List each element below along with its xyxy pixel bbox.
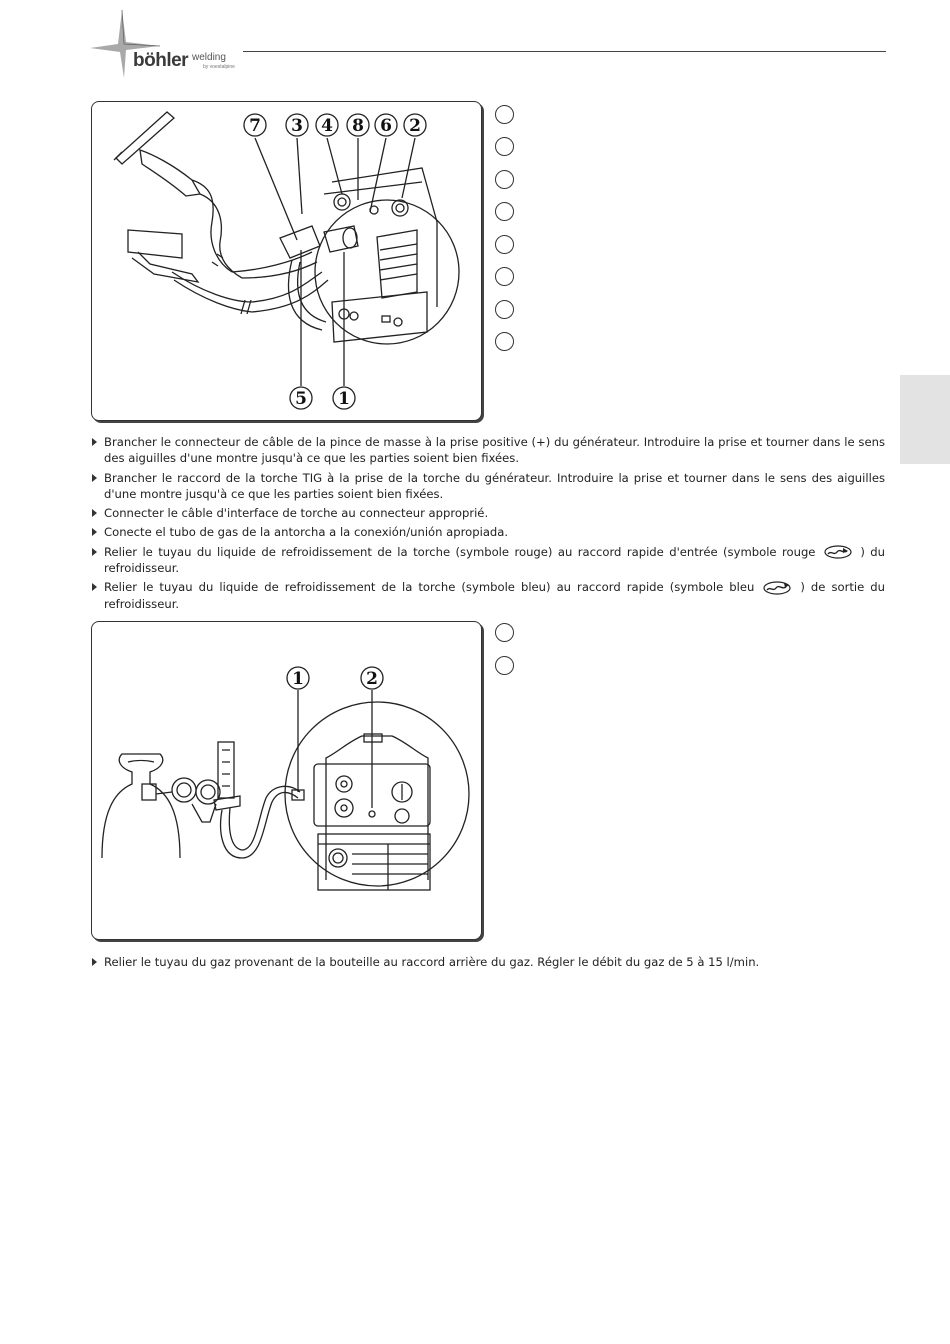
coolant-in-text-after: ) du refroidisseur. [104, 544, 886, 576]
callout-2: 2 [366, 669, 378, 689]
legend-marker-8 [495, 332, 514, 351]
instruction-item: Brancher le connecteur de câble de la pince de masse à la prise positive (+) du générateur. Introduire la prise et tourner dans le sens des aiguilles d'une montre jusqu'à ce que les parties soient bien fixées. [91, 434, 885, 467]
coolant-out-text-before: Relier le tuyau du liquide de refroidissement de la torche (symbole bleu) au raccord rapide (symbole bleu [104, 580, 755, 595]
brand-name: böhler [133, 50, 189, 71]
coolant-in-text-before: Relier le tuyau du liquide de refroidissement de la torche (symbole rouge) au raccord rapide d'entrée (symbole rouge [104, 544, 816, 559]
instruction-item-coolant-in [91, 544, 885, 577]
callout-3: 3 [291, 116, 303, 136]
callout-8: 8 [352, 116, 364, 136]
instruction-item-coolant-out [91, 579, 885, 612]
torch-connection-illustration [92, 102, 481, 420]
legend-marker-1 [495, 623, 514, 642]
instruction-item-gas: Relier le tuyau du gaz provenant de la bouteille au raccord arrière du gaz. Régler le débit du gaz de 5 à 15 l/min. [91, 954, 885, 970]
instruction-item: Brancher le raccord de la torche TIG à la prise de la torche du générateur. Introduire la prise et tourner dans le sens des aiguilles d'une montre jusqu'à ce que les parties soient bien fixées. [91, 470, 885, 503]
legend-marker-3 [495, 170, 514, 189]
callout-7: 7 [249, 116, 261, 136]
legend-marker-6 [495, 267, 514, 286]
figure-gas-connection [91, 621, 482, 940]
legend-marker-5 [495, 235, 514, 254]
coolant-inlet-icon [823, 545, 853, 559]
instructions-list-bottom [91, 954, 885, 973]
figure-torch-connection [91, 101, 482, 421]
legend-marker-2 [495, 137, 514, 156]
legend-marker-7 [495, 300, 514, 319]
brand-tagline: by voestalpine [203, 64, 235, 70]
legend-marker-2 [495, 656, 514, 675]
header-rule [243, 51, 886, 52]
callout-4: 4 [321, 116, 333, 136]
brand-product: welding [192, 52, 226, 63]
coolant-outlet-icon [762, 581, 792, 595]
callout-1: 1 [292, 669, 304, 689]
instruction-item: Connecter le câble d'interface de torche au connecteur approprié. [91, 505, 885, 521]
coolant-out-text-after: ) de sortie du refroidisseur. [104, 580, 885, 611]
callout-1: 1 [338, 389, 350, 409]
instruction-item: Conecte el tubo de gas de la antorcha a la conexión/unión apropiada. [91, 524, 885, 540]
callout-6: 6 [380, 116, 392, 136]
callout-5: 5 [295, 389, 307, 409]
language-side-tab [900, 375, 950, 464]
instructions-list-top [91, 434, 885, 615]
gas-connection-illustration [92, 622, 481, 939]
legend-marker-1 [495, 105, 514, 124]
legend-marker-4 [495, 202, 514, 221]
callout-2: 2 [409, 116, 421, 136]
